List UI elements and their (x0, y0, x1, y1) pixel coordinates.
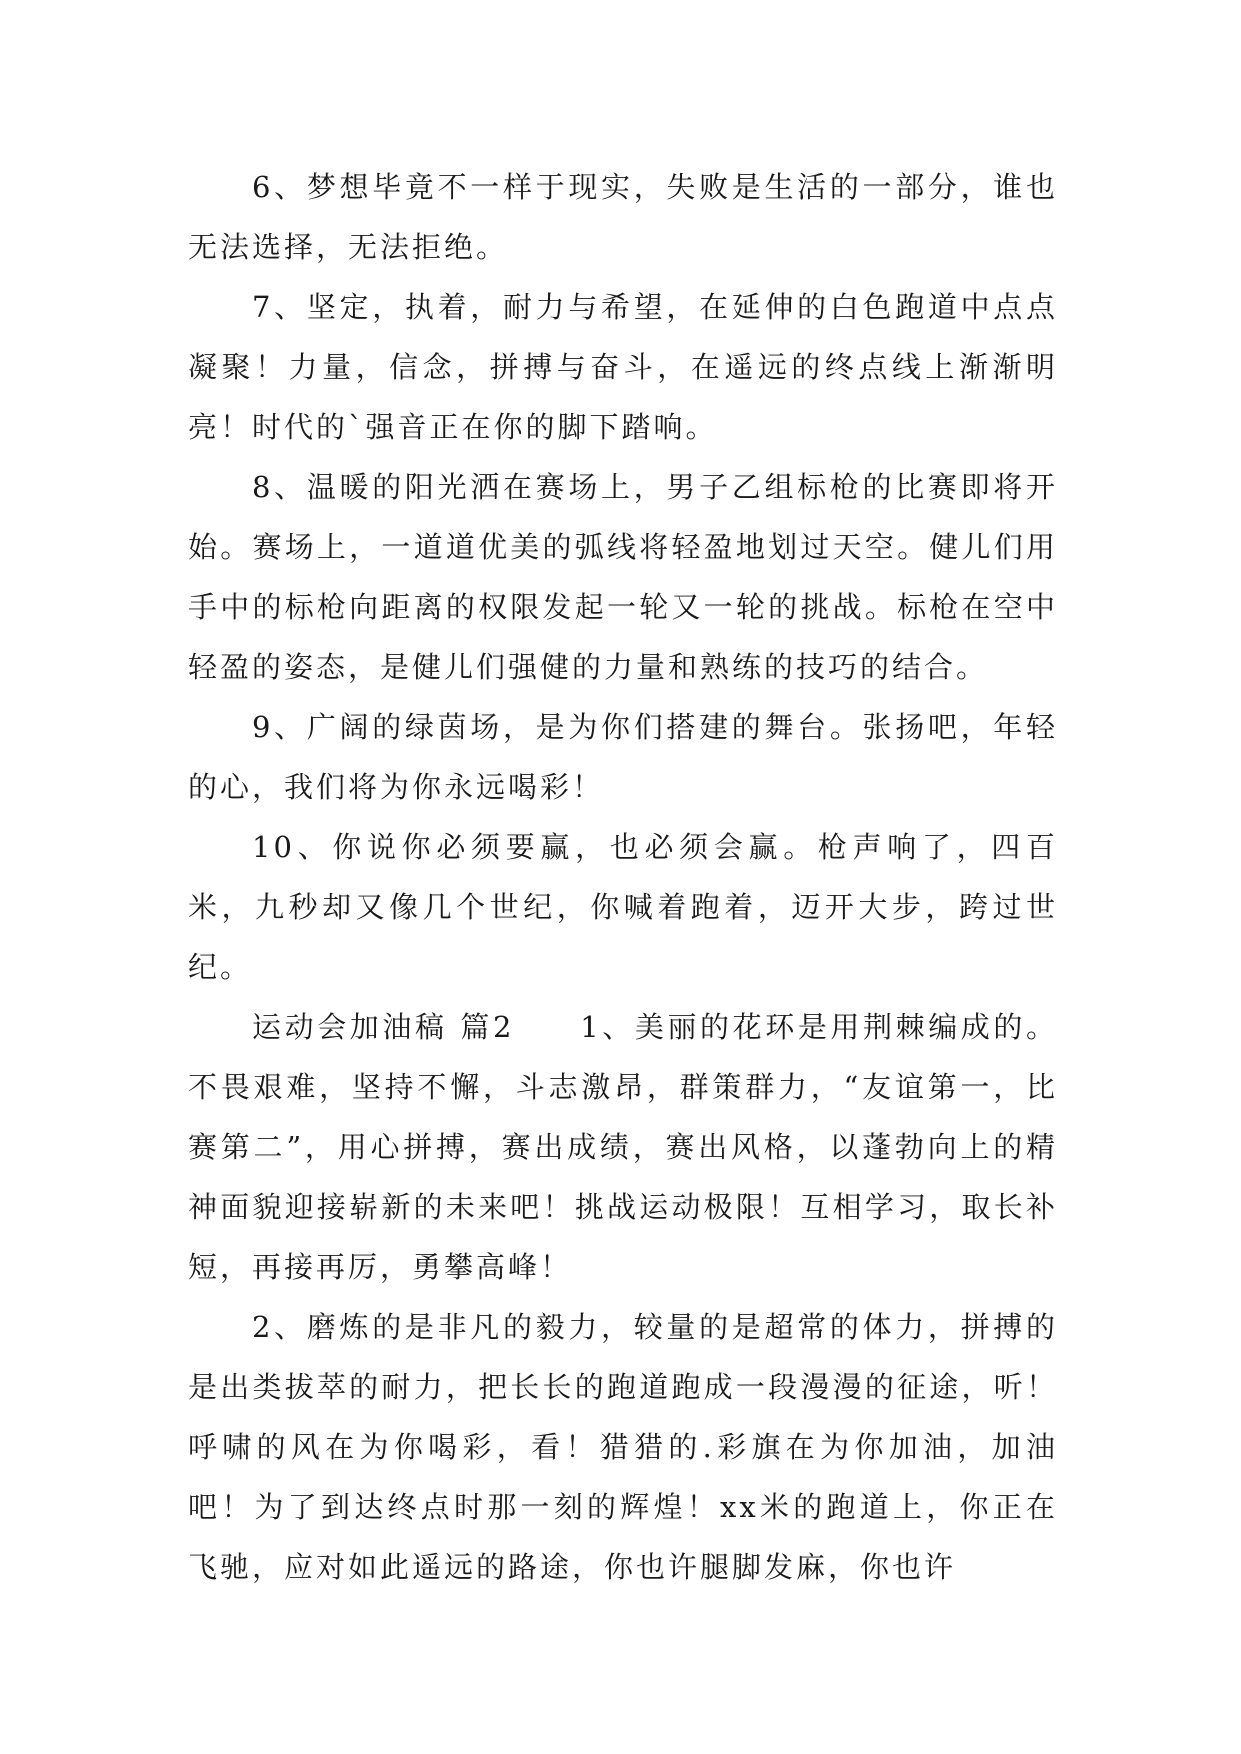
paragraph-8: 8、温暖的阳光洒在赛场上，男子乙组标枪的比赛即将开始。赛场上，一道道优美的弧线将轻盈地划过天空。健儿们用手中的标枪向距离的权限发起一轮又一轮的挑战。标枪在空中轻盈的姿态，是健儿们强健的力量和熟练的技巧的结合。 (188, 470, 1058, 684)
paragraph-10: 10、你说你必须要赢，也必须会赢。枪声响了，四百米，九秒却又像几个世纪，你喊着跑着，迈开大步，跨过世纪。 (188, 830, 1058, 984)
paragraph-6: 6、梦想毕竟不一样于现实，失败是生活的一部分，谁也无法选择，无法拒绝。 (188, 170, 1058, 264)
paragraph-2: 2、磨炼的是非凡的毅力，较量的是超常的体力，拼搏的是出类拔萃的耐力，把长长的跑道跑成一段漫漫的征途，听！呼啸的风在为你喝彩，看！猎猎的.彩旗在为你加油，加油吧！为了到达终点时那一刻的辉煌！xx米的跑道上，你正在飞驰，应对如此遥远的路途，你也许腿脚发麻，你也许 (188, 1310, 1058, 1584)
paragraph-7: 7、坚定，执着，耐力与希望，在延伸的白色跑道中点点凝聚！力量，信念，拼搏与奋斗，在遥远的终点线上渐渐明亮！时代的`强音正在你的脚下踏响。 (188, 290, 1058, 444)
paragraph-section-2: 运动会加油稿 篇2 1、美丽的花环是用荆棘编成的。不畏艰难，坚持不懈，斗志激昂，群策群力，“友谊第一，比赛第二”，用心拼搏，赛出成绩，赛出风格，以蓬勃向上的精神面貌迎接崭新的未来吧！挑战运动极限！互相学习，取长补短，再接再厉，勇攀高峰！ (188, 1010, 1058, 1284)
document-body (188, 157, 1058, 1597)
paragraph-9: 9、广阔的绿茵场，是为你们搭建的舞台。张扬吧，年轻的心，我们将为你永远喝彩！ (188, 710, 1058, 804)
